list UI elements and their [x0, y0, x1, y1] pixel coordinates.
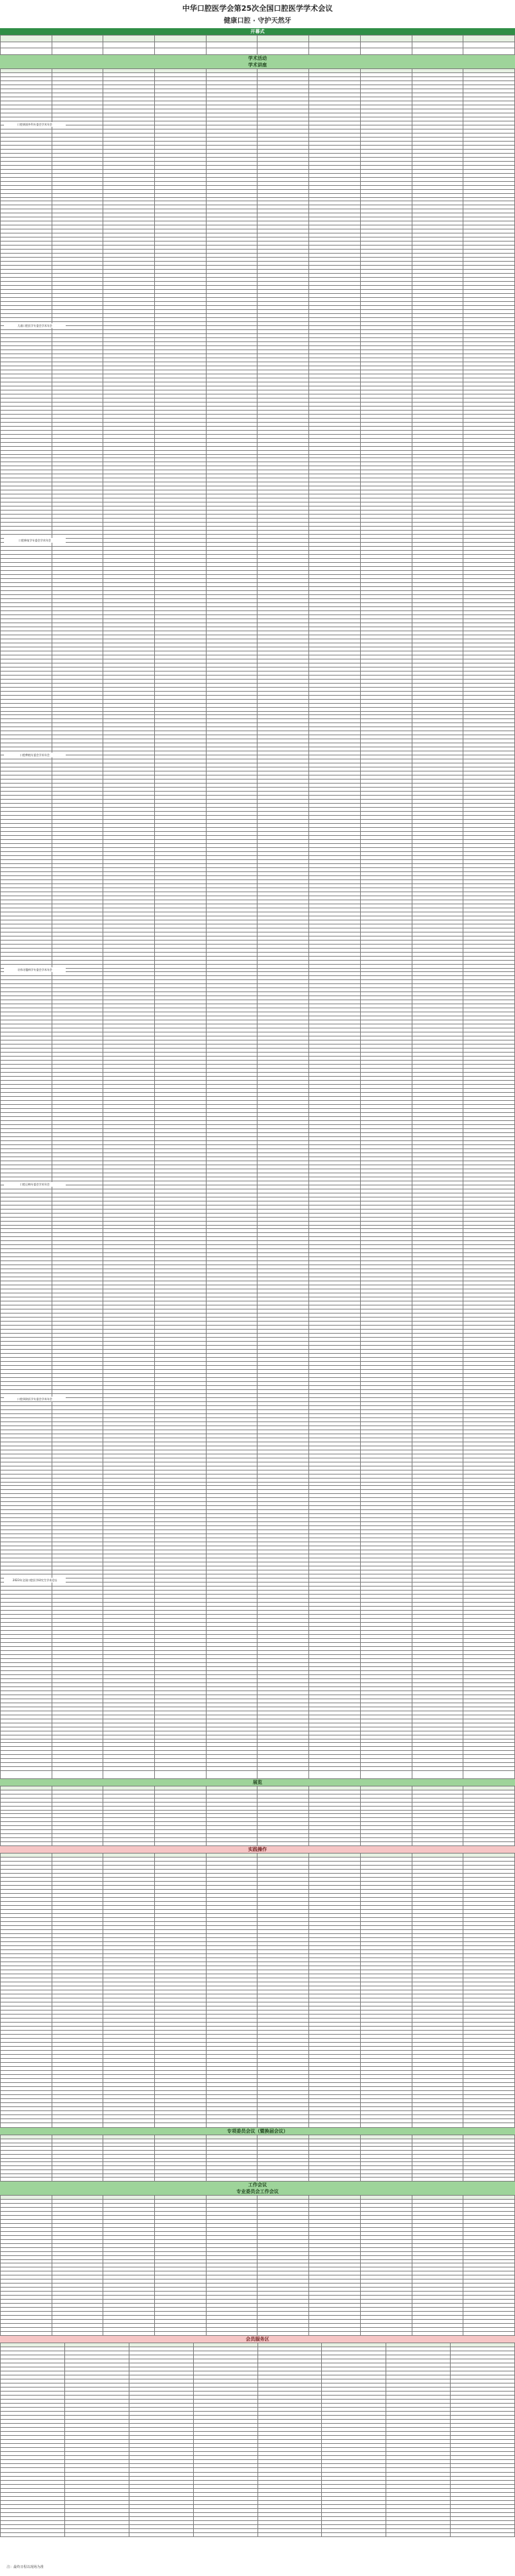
- table-cell: [360, 1841, 412, 1845]
- table-cell: [103, 1771, 155, 1779]
- table-cell: [1, 1841, 52, 1845]
- table-cell: [412, 42, 463, 48]
- table-cell: [309, 36, 361, 42]
- academic-bar: 学术活动: [0, 55, 515, 62]
- venue-label: 2023年全国口腔医学研究生学术论坛: [4, 1578, 66, 1582]
- exhibit-table: [0, 1786, 515, 1846]
- table-cell: [258, 48, 309, 55]
- venue-label: 口腔正畸专委会学术年会: [4, 1182, 66, 1187]
- table-cell: [412, 1841, 463, 1845]
- table-cell: [206, 1771, 258, 1779]
- table-cell: [463, 42, 515, 48]
- table-cell: [463, 36, 515, 42]
- table-cell: [412, 1771, 463, 1779]
- table-cell: [463, 1771, 515, 1779]
- table-row: [1, 1841, 515, 1845]
- table-cell: [155, 36, 207, 42]
- table-cell: [103, 36, 155, 42]
- table-cell: [463, 1841, 515, 1845]
- table-cell: [309, 1841, 361, 1845]
- table-cell: [1, 1771, 52, 1779]
- table-cell: [206, 36, 258, 42]
- table-cell: [155, 48, 207, 55]
- opening-table: [0, 35, 515, 55]
- table-cell: [412, 36, 463, 42]
- table-cell: [1, 42, 52, 48]
- academic-sub-bar: 学术讲座: [0, 62, 515, 68]
- page-subtitle: 健康口腔 · 守护天然牙: [223, 17, 292, 25]
- table-cell: [360, 48, 412, 55]
- table-cell: [155, 1841, 207, 1845]
- table-cell: [206, 1841, 258, 1845]
- table-cell: [52, 48, 103, 55]
- table-cell: [206, 48, 258, 55]
- venue-label: 牙体牙髓病学专委会学术年会: [4, 967, 66, 972]
- table-row: [1, 42, 515, 48]
- table-cell: [258, 1841, 309, 1845]
- table-row: [1, 36, 515, 42]
- table-cell: [155, 1771, 207, 1779]
- table-cell: [103, 48, 155, 55]
- table-cell: [258, 42, 309, 48]
- table-cell: [52, 1841, 103, 1845]
- page-header: [0, 0, 515, 28]
- table-cell: [1, 36, 52, 42]
- table-cell: [463, 48, 515, 55]
- table-cell: [206, 42, 258, 48]
- table-cell: [103, 1841, 155, 1845]
- table-cell: [52, 42, 103, 48]
- table-cell: [1, 48, 52, 55]
- page-title: 中华口腔医学会第25次全国口腔医学学术会议: [182, 4, 333, 13]
- table-cell: [360, 42, 412, 48]
- table-cell: [309, 1771, 361, 1779]
- table-cell: [103, 42, 155, 48]
- table-cell: [258, 1771, 309, 1779]
- table-cell: [155, 42, 207, 48]
- venue-label: 口腔颌面外科专委会学术年会: [4, 122, 66, 127]
- venue-label: 口腔预防医学专委会学术年会: [4, 1397, 66, 1401]
- table-cell: [258, 36, 309, 42]
- table-cell: [412, 48, 463, 55]
- table-row: [1, 1771, 515, 1779]
- table-cell: [52, 1771, 103, 1779]
- exhibit-bar: 展览: [0, 1779, 515, 1786]
- venue-label: 口腔修复学专委会学术年会: [4, 538, 66, 543]
- table-cell: [360, 1771, 412, 1779]
- venue-label: 口腔种植专委会学术年会: [4, 753, 66, 757]
- academic-table: [0, 68, 515, 1779]
- table-cell: [309, 42, 361, 48]
- table-row: [1, 48, 515, 55]
- table-cell: [309, 48, 361, 55]
- table-cell: [360, 36, 412, 42]
- practice-bar: 实践操作: [0, 1846, 515, 1853]
- table-cell: [52, 36, 103, 42]
- opening-bar: 开幕式: [0, 28, 515, 35]
- practice-table: [0, 1853, 515, 2128]
- venue-label: 儿童口腔医学专委会学术年会: [4, 323, 66, 328]
